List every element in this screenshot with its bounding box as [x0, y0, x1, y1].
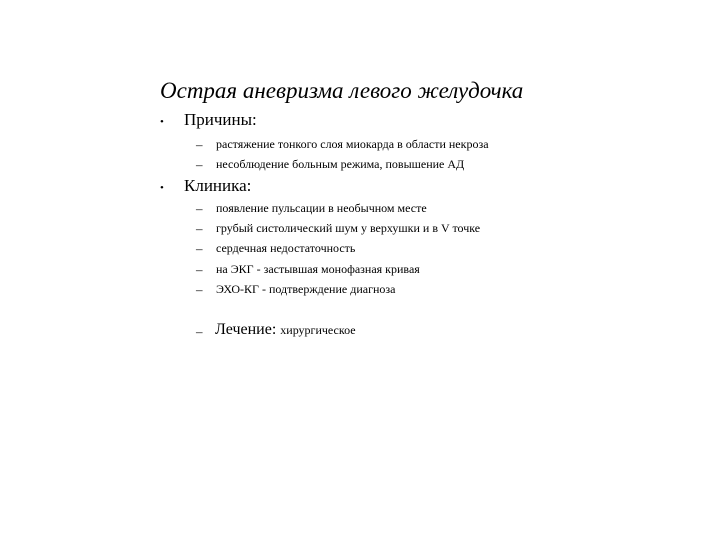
- slide-title: Острая аневризма левого желудочка: [160, 78, 524, 103]
- bullet-clinic: •: [160, 182, 164, 194]
- causes-item: растяжение тонкого слоя миокарда в области некроза: [216, 137, 489, 151]
- clinic-heading: Клиника:: [184, 176, 252, 195]
- dash: –: [196, 241, 203, 256]
- clinic-item: сердечная недостаточность: [216, 241, 356, 255]
- treatment-value: хирургическое: [280, 323, 356, 337]
- clinic-item: появление пульсации в необычном месте: [216, 201, 427, 215]
- bullet-causes: •: [160, 116, 164, 128]
- causes-heading: Причины:: [184, 110, 257, 129]
- dash: –: [196, 282, 203, 297]
- treatment-line: [215, 321, 356, 339]
- clinic-item: ЭХО-КГ - подтверждение диагноза: [216, 282, 396, 296]
- causes-item: несоблюдение больным режима, повышение АД: [216, 157, 465, 171]
- treatment-label: Лечение:: [215, 321, 277, 338]
- dash: –: [196, 262, 203, 277]
- dash: –: [196, 157, 203, 172]
- dash: –: [196, 201, 203, 216]
- clinic-item: на ЭКГ - застывшая монофазная кривая: [216, 262, 420, 276]
- clinic-item: грубый систолический шум у верхушки и в V точке: [216, 221, 481, 235]
- dash: –: [196, 137, 203, 152]
- dash: –: [196, 324, 203, 339]
- dash: –: [196, 221, 203, 236]
